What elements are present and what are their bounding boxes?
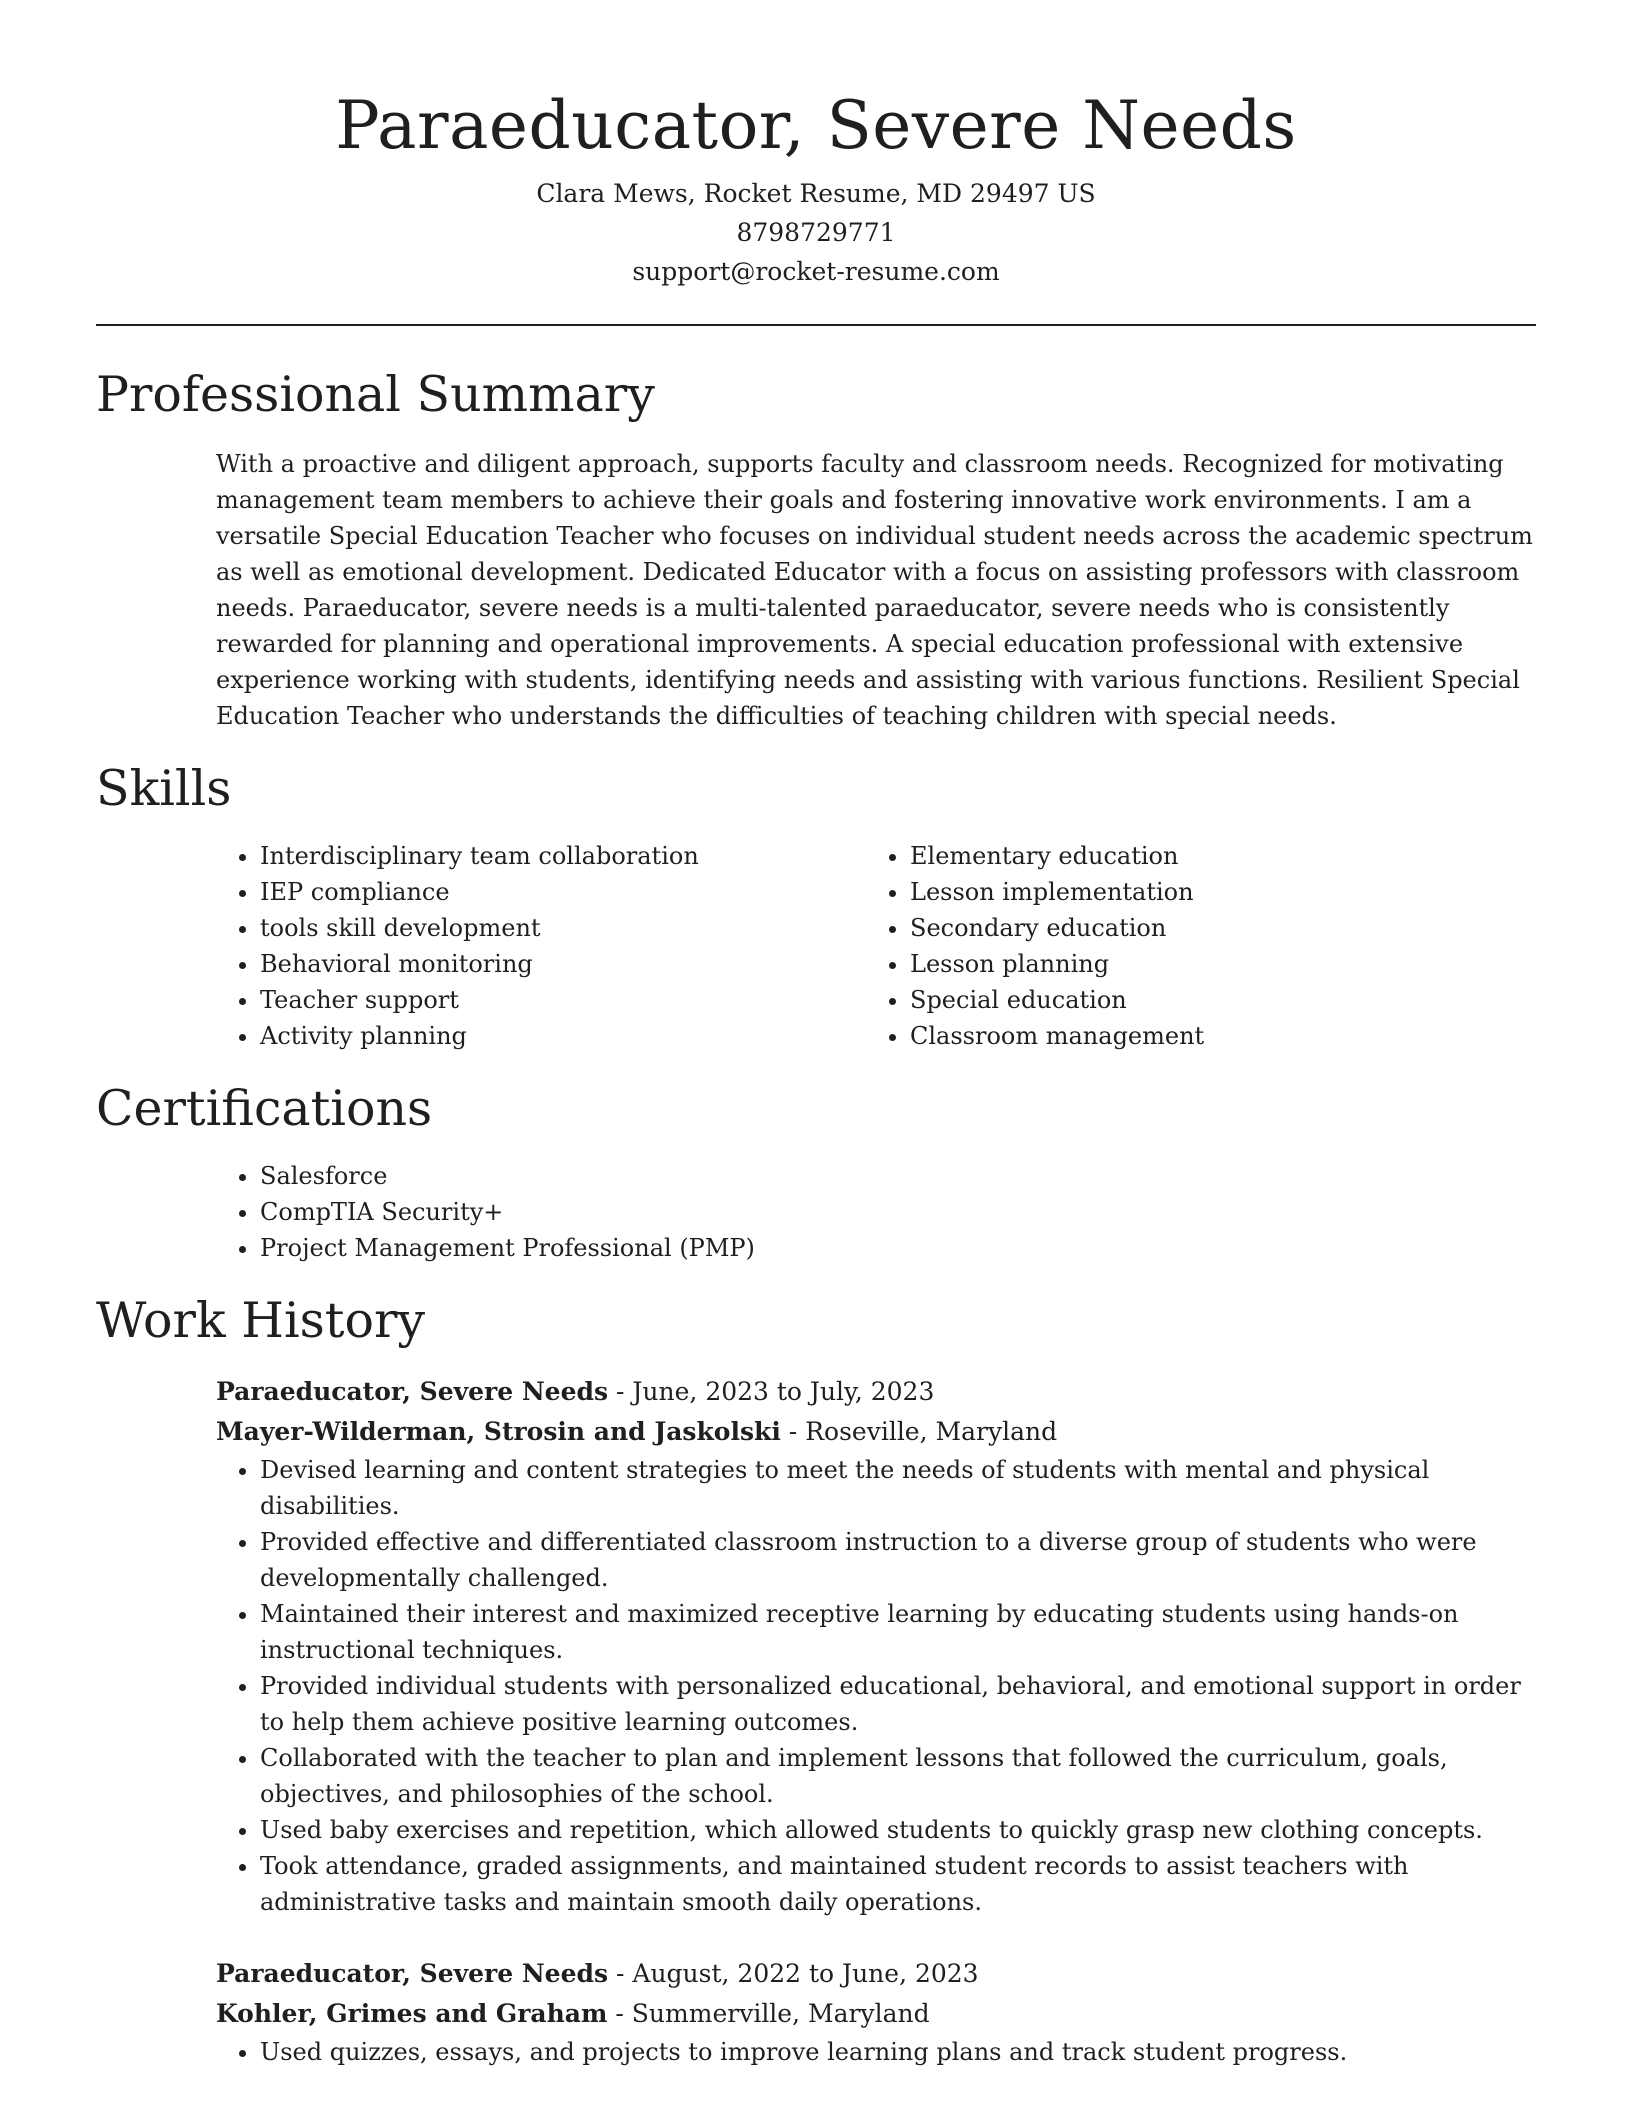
address: Clara Mews, Rocket Resume, MD 29497 US (536, 179, 1096, 208)
job-company-line (216, 1994, 1536, 2034)
resume-page (96, 0, 1536, 2070)
job-bullet: • Provided individual students with personalized educational, behavioral, and emotional support in order to help them achieve positive learning outcomes. (260, 1668, 1536, 1740)
job-bullet: • Provided effective and differentiated classroom instruction to a diverse group of students who were developmentally challenged. (260, 1524, 1536, 1596)
header-divider (96, 324, 1536, 326)
skills-column-right (866, 838, 1516, 1054)
summary-heading: Professional Summary (96, 366, 655, 423)
job-company: Mayer-Wilderman, Strosin and Jaskolski (216, 1417, 781, 1446)
job-location: - Roseville, Maryland (780, 1417, 1058, 1446)
candidate-name: Paraeducator, Severe Needs (335, 87, 1297, 164)
certification-item: • CompTIA Security+ (260, 1194, 1536, 1230)
certification-item: • Salesforce (260, 1158, 1536, 1194)
email: support@rocket-resume.com (632, 257, 1000, 286)
job-title-line (216, 1954, 1536, 1994)
skill-item: • Teacher support (260, 982, 866, 1018)
skill-item: • IEP compliance (260, 874, 866, 910)
certifications-list (216, 1158, 1536, 1266)
job-bullet: • Used quizzes, essays, and projects to improve learning plans and track student progress. (260, 2034, 1536, 2070)
job-title-line (216, 1372, 1536, 1412)
job-dates: - June, 2023 to July, 2023 (608, 1377, 935, 1406)
job-bullet: • Devised learning and content strategies to meet the needs of students with mental and physical disabilities. (260, 1452, 1536, 1524)
certifications-heading: Certifications (96, 1080, 433, 1137)
certifications-bullets (216, 1158, 1536, 1266)
job-company: Kohler, Grimes and Graham (216, 1999, 608, 2028)
job-company-line (216, 1412, 1536, 1452)
skill-item: • Behavioral monitoring (260, 946, 866, 982)
skill-item: • Special education (910, 982, 1516, 1018)
skills-heading: Skills (96, 760, 232, 817)
contact-info (96, 174, 1536, 291)
skills-column-left (216, 838, 866, 1054)
skill-item: • tools skill development (260, 910, 866, 946)
skill-item: • Secondary education (910, 910, 1516, 946)
job-bullet: • Collaborated with the teacher to plan and implement lessons that followed the curriculum, goals, objectives, and philosophies of the school. (260, 1740, 1536, 1812)
job-bullets (216, 2034, 1536, 2070)
skill-item: • Activity planning (260, 1018, 866, 1054)
job-bullet: • Took attendance, graded assignments, and maintained student records to assist teachers with administrative tasks and maintain smooth daily operations. (260, 1848, 1536, 1920)
job-entry (216, 1954, 1536, 2070)
job-bullet: • Used baby exercises and repetition, which allowed students to quickly grasp new clothing concepts. (260, 1812, 1536, 1848)
resume-header (96, 0, 1536, 291)
job-entry (216, 1372, 1536, 1920)
work-history-heading: Work History (96, 1292, 426, 1349)
skill-item: • Elementary education (910, 838, 1516, 874)
skill-item: • Lesson implementation (910, 874, 1516, 910)
skills-list (216, 838, 1536, 1054)
skill-item: • Interdisciplinary team collaboration (260, 838, 866, 874)
certification-item: • Project Management Professional (PMP) (260, 1230, 1536, 1266)
job-dates: - August, 2022 to June, 2023 (608, 1959, 979, 1988)
job-title: Paraeducator, Severe Needs (216, 1377, 609, 1406)
job-title: Paraeducator, Severe Needs (216, 1959, 609, 1988)
job-bullets (216, 1452, 1536, 1920)
job-location: - Summerville, Maryland (607, 1999, 930, 2028)
phone: 8798729771 (736, 218, 896, 247)
skill-item: • Classroom management (910, 1018, 1516, 1054)
summary-text: With a proactive and diligent approach, supports faculty and classroom needs. Recognized for motivating management team members to achieve their goals and fostering innovative work environments. I am a versatile Special Education Teacher who focuses on individual student needs across the academic spectrum as well as emotional development. Dedicated Educator with a focus on assisting professors with classroom needs. Paraeducator, severe needs is a multi-talented paraeducator, severe needs who is consistently rewarded for planning and operational improvements. A special education professional with extensive experience working with students, identifying needs and assisting with various functions. Resilient Special Education Teacher who understands the difficulties of teaching children with special needs. (216, 450, 1533, 730)
job-bullet: • Maintained their interest and maximized receptive learning by educating students using hands-on instructional techniques. (260, 1596, 1536, 1668)
skill-item: • Lesson planning (910, 946, 1516, 982)
